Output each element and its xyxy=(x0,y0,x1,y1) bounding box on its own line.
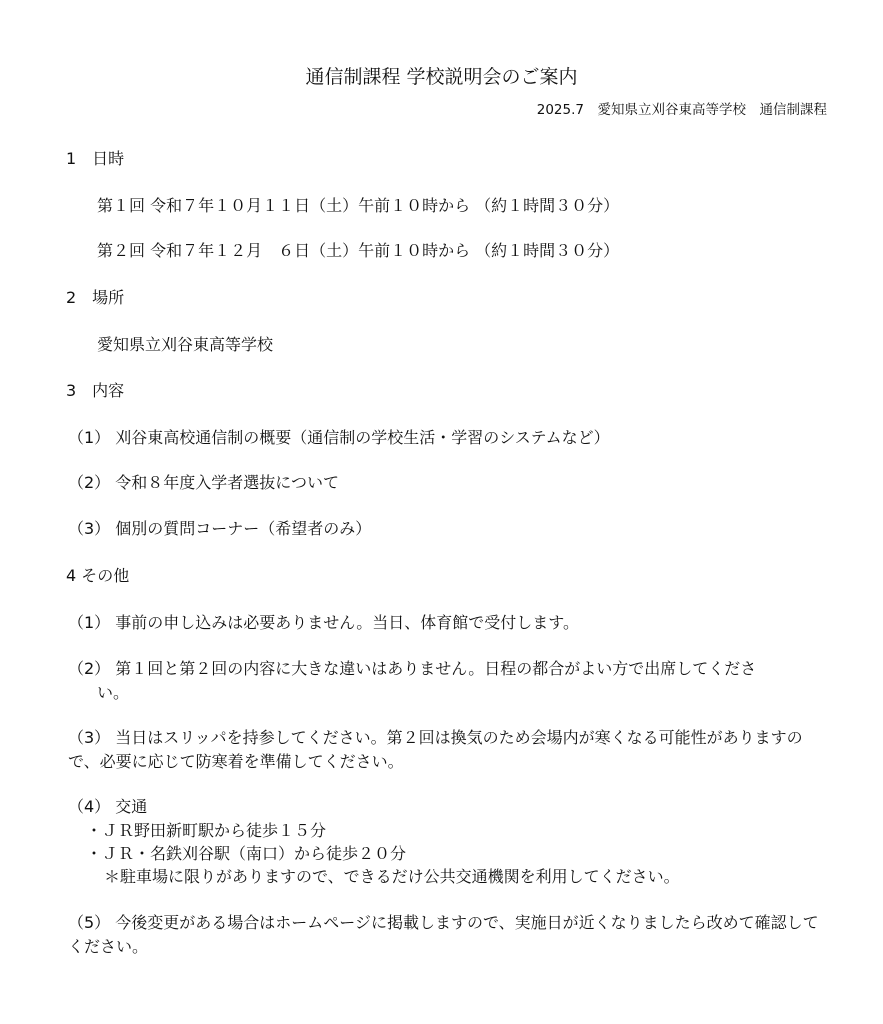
content-item-2: （2） 令和８年度入学者選抜について xyxy=(68,473,339,492)
other-item-1: （1） 事前の申し込みは必要ありません。当日、体育館で受付します。 xyxy=(68,613,579,632)
section-2-heading: 2 場所 xyxy=(66,288,125,307)
other-item-4-label: （4） 交通 xyxy=(68,797,148,816)
transport-jr-meitetsu-kariya: ・ＪＲ・名鉄刈谷駅（南口）から徒歩２０分 xyxy=(86,844,407,863)
section-1-heading: 1 日時 xyxy=(66,149,125,168)
session-1-datetime: 第１回 令和７年１０月１１日（土）午前１０時から （約１時間３０分） xyxy=(97,196,620,215)
other-item-5: （5） 今後変更がある場合はホームページに掲載しますので、実施日が近くなりましたら改めて確認してください。 xyxy=(68,913,819,956)
section-4-heading: 4 その他 xyxy=(66,566,130,585)
other-item-3: （3） 当日はスリッパを持参してください。第２回は換気のため会場内が寒くなる可能性がありますので、必要に応じて防寒着を準備してください。 xyxy=(68,728,803,771)
content-item-3: （3） 個別の質問コーナー（希望者のみ） xyxy=(68,519,372,538)
transport-jr-nodashinmachi: ・ＪＲ野田新町駅から徒歩１５分 xyxy=(86,821,327,840)
date-and-school-line: 2025.7 愛知県立刈谷東高等学校 通信制課程 xyxy=(536,102,827,118)
other-item-2-line-2: い。 xyxy=(97,683,130,702)
venue-text: 愛知県立刈谷東高等学校 xyxy=(97,335,274,354)
content-item-1: （1） 刈谷東高校通信制の概要（通信制の学校生活・学習のシステムなど） xyxy=(68,428,610,447)
page-title: 通信制課程 学校説明会のご案内 xyxy=(305,66,578,88)
session-2-datetime: 第２回 令和７年１２月 ６日（土）午前１０時から （約１時間３０分） xyxy=(97,241,620,260)
other-item-2-line-1: （2） 第１回と第２回の内容に大きな違いはありません。日程の都合がよい方で出席してくださ xyxy=(68,659,757,678)
section-3-heading: 3 内容 xyxy=(66,381,125,400)
parking-note: ＊駐車場に限りがありますので、できるだけ公共交通機関を利用してください。 xyxy=(104,867,680,886)
